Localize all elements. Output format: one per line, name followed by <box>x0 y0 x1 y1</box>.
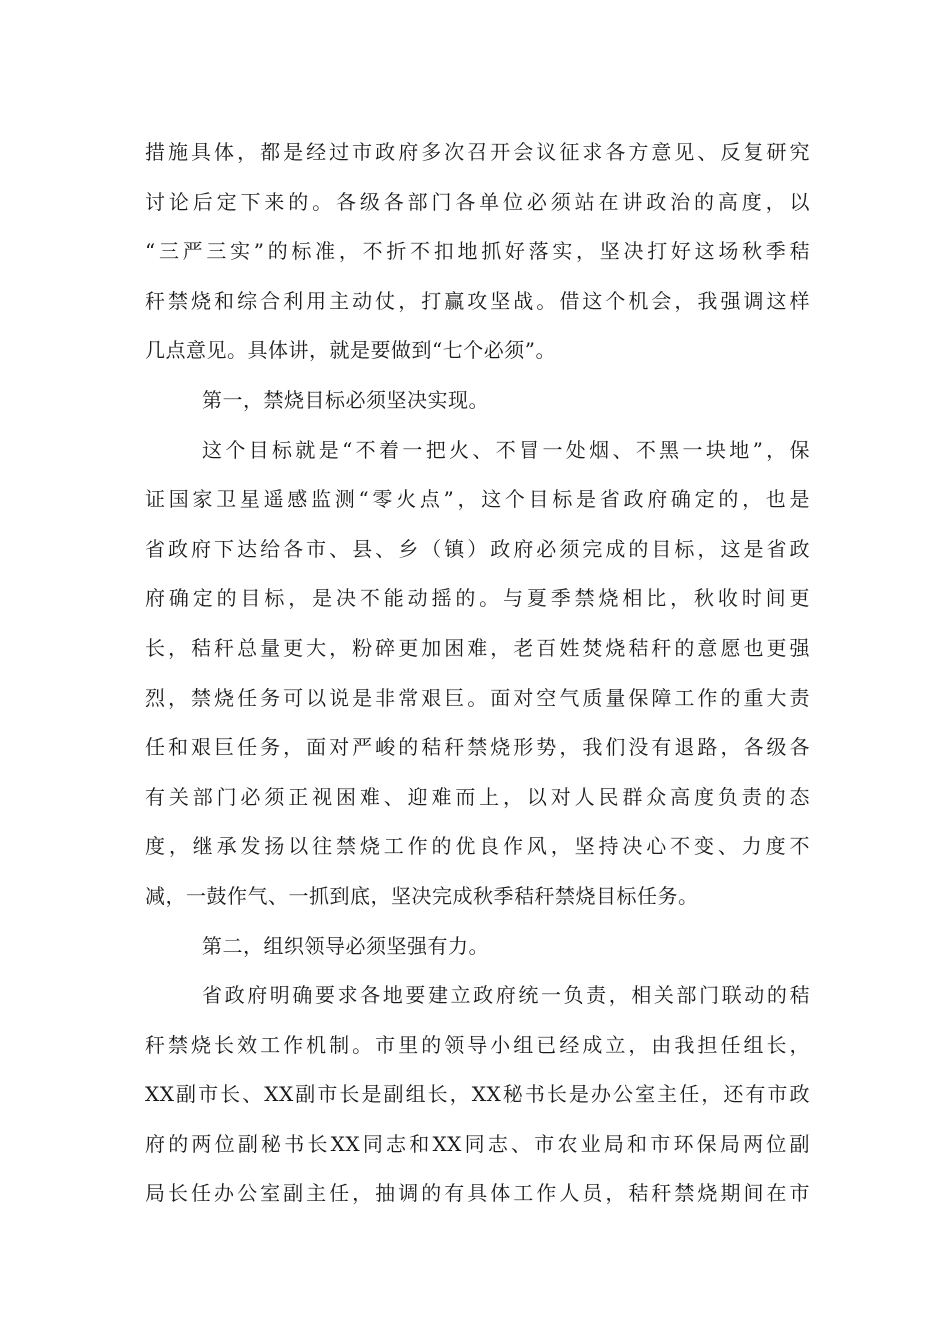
section-heading-1: 第一，禁烧目标必须坚决实现。 <box>202 387 489 412</box>
text-line: 减，一鼓作气、一抓到底，坚决完成秋季秸秆禁烧目标任务。 <box>145 883 699 908</box>
text-line: 讨论后定下来的。各级各部门各单位必须站在讲政治的高度，以 <box>145 189 810 214</box>
text-line: 长，秸秆总量更大，粉碎更加困难，老百姓焚烧秸秆的意愿也更强 <box>145 635 810 660</box>
text-line: 有关部门必须正视困难、迎难而上，以对人民群众高度负责的态 <box>145 784 810 809</box>
text-line: 几点意见。具体讲，就是要做到“七个必须”。 <box>145 338 556 363</box>
text-line: 秆禁烧和综合利用主动仗，打赢攻坚战。借这个机会，我强调这样 <box>145 288 810 313</box>
text-line: 证国家卫星遥感监测“零火点”，这个目标是省政府确定的，也是 <box>145 487 810 512</box>
text-line: 度，继承发扬以往禁烧工作的优良作风，坚持决心不变、力度不 <box>145 834 810 859</box>
text-line: 措施具体，都是经过市政府多次召开会议征求各方意见、反复研究 <box>145 140 810 164</box>
text-line: 烈，禁烧任务可以说是非常艰巨。面对空气质量保障工作的重大责 <box>145 685 810 710</box>
text-line: 秆禁烧长效工作机制。市里的领导小组已经成立，由我担任组长， <box>145 1032 810 1057</box>
text-line: 府确定的目标，是决不能动摇的。与夏季禁烧相比，秋收时间更 <box>145 586 810 611</box>
text-line: 省政府下达给各市、县、乡（镇）政府必须完成的目标，这是省政 <box>145 536 810 561</box>
text-line: 省政府明确要求各地要建立政府统一负责，相关部门联动的秸 <box>202 983 810 1008</box>
text-line: “三严三实”的标准，不折不扣地抓好落实，坚决打好这场秋季秸 <box>145 239 810 264</box>
text-line: XX副市长、XX副市长是副组长，XX秘书长是办公室主任，还有市政 <box>145 1082 810 1107</box>
body-text <box>145 128 810 1219</box>
section-heading-2: 第二，组织领导必须坚强有力。 <box>202 933 489 958</box>
text-line: 任和艰巨任务，面对严峻的秸秆禁烧形势，我们没有退路，各级各 <box>145 735 810 760</box>
text-line: 府的两位副秘书长XX同志和XX同志、市农业局和市环保局两位副 <box>145 1131 810 1156</box>
text-line: 这个目标就是“不着一把火、不冒一处烟、不黑一块地”，保 <box>202 437 810 462</box>
text-line: 局长任办公室副主任，抽调的有具体工作人员，秸秆禁烧期间在市 <box>145 1181 810 1206</box>
